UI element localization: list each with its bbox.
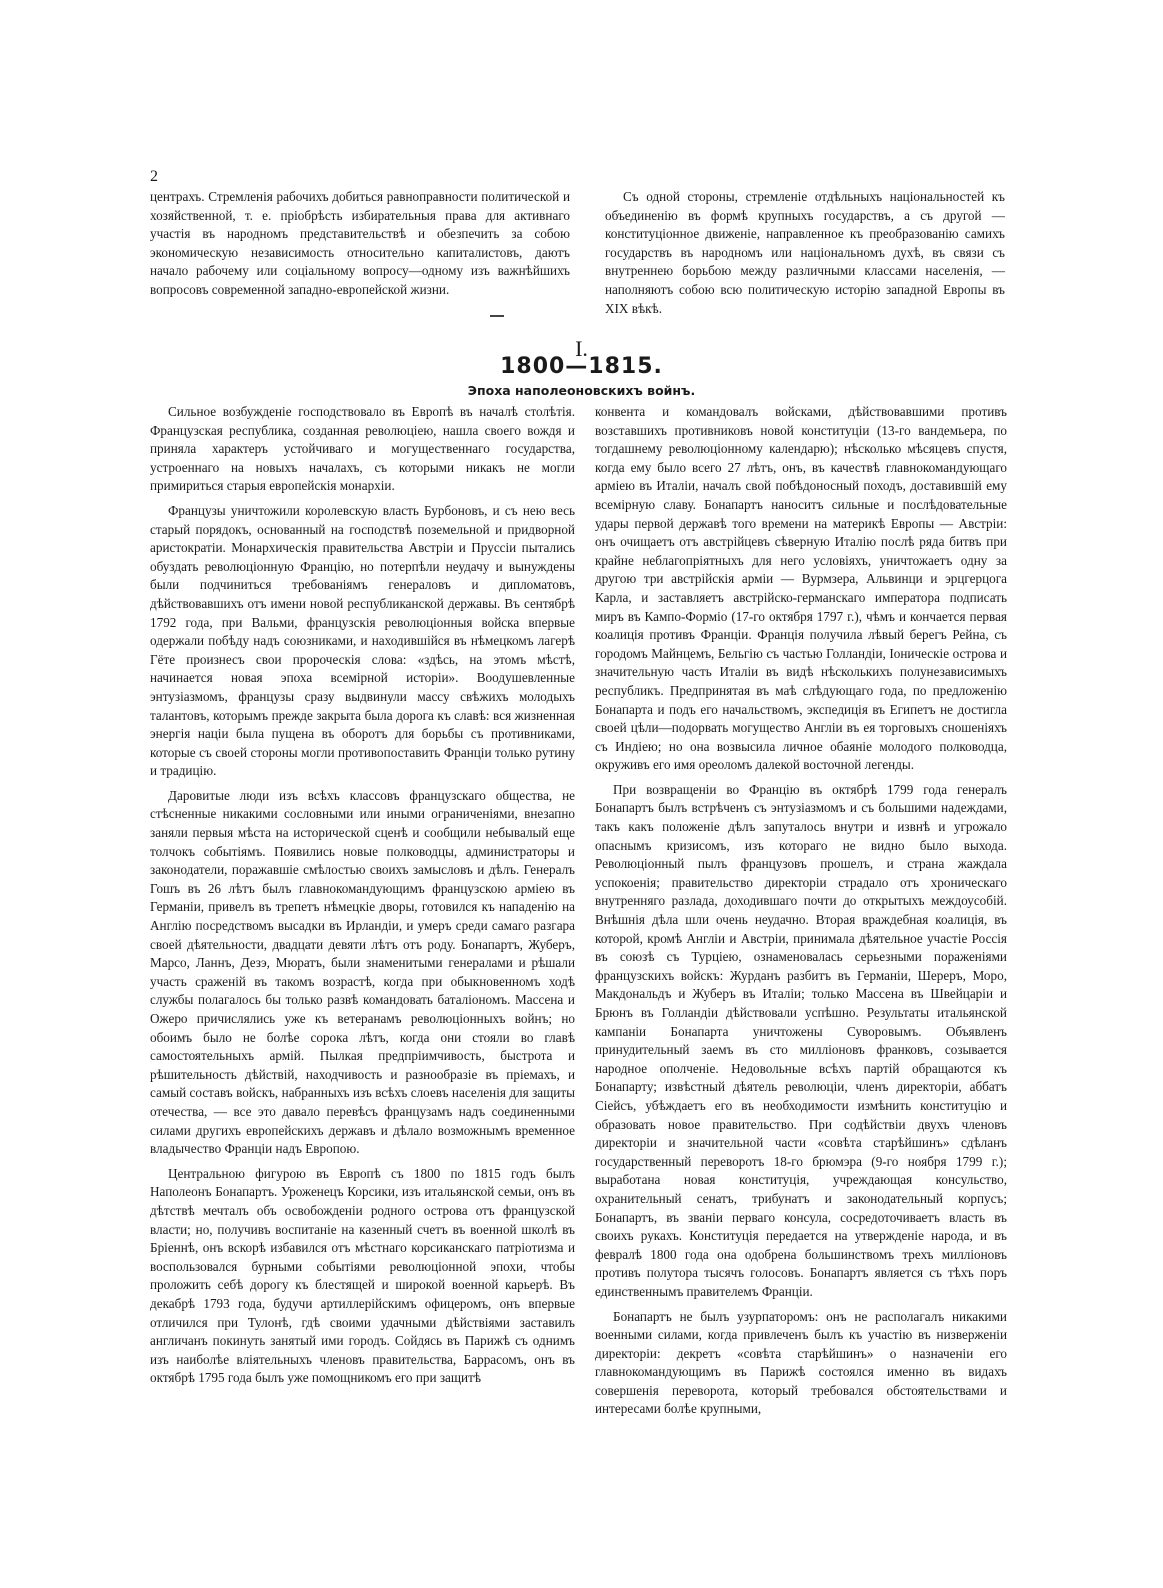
paragraph: Бонапартъ не былъ узурпаторомъ: онъ не располагалъ никакими военными силами, когда привлеченъ былъ къ участію въ низверженіи директоріи: декретъ «совѣта старѣйшинъ» о назначеніи его главнокомандующимъ въ Парижѣ состоялся именно въ видахъ совершенія переворота, который требовался обстоятельствами и интересами болѣе крупными, [595, 1308, 1007, 1417]
paragraph: При возвращеніи во Францію въ октябрѣ 1799 года генералъ Бонапартъ былъ встрѣченъ съ энтузіазмомъ и съ большими надеждами, такъ какъ положеніе дѣлъ запуталось внутри и извнѣ и угрожало опаснымъ кризисомъ, изъ котораго не видно было выхода. Революціонный пылъ французовъ прошелъ, и страна жаждала успокоенія; правительство директоріи страдало отъ хроническаго внутренняго разлада, доходившаго почти до открытыхъ междоусобій. Внѣшнія дѣла шли очень неудачно. Вторая враждебная коалиція, въ которой, кромѣ Англіи и Австріи, принимала дѣятельное участіе Россія въ союзѣ съ Турціею, ознаменовалась серьезными пораженіями французскихъ войскъ: Журданъ разбитъ въ Германіи, Шереръ, Моро, Макдональдъ и Жуберъ въ Италіи; только Массена въ Швейцаріи и Брюнъ въ Голландіи дѣйствовали успѣшно. Результаты итальянской кампаніи Бонапарта уничтожены Суворовымъ. Объявленъ принудительный заемъ въ сто милліоновъ франковъ, созывается народное ополченіе. Недовольные всѣхъ партій обращаются къ Бонапарту; извѣстный дѣятель революціи, членъ директоріи, аббатъ Сіейсъ, убѣждаетъ его въ необходимости измѣнить конституцію и образовать новое правительство. При содѣйствіи двухъ членовъ директоріи и значительной части «совѣта старѣйшинъ» сдѣланъ государственный переворотъ 18-го брюмэра (9-го ноября 1799 г.); выработана новая конституція, учреждающая консульство, охранительный сенатъ, трибунатъ и законодательный корпусъ; Бонапартъ, въ званіи перваго консула, сосредоточиваетъ власть въ своихъ рукахъ. Конституція передается на утвержденіе народа, и въ февралѣ 1800 года она одобрена большинствомъ трехъ милліоновъ противъ полутора тысячъ голосовъ. Бонапартъ является съ тѣхъ поръ единственнымъ правителемъ Франціи. [595, 781, 1007, 1299]
paragraph: Даровитые люди изъ всѣхъ классовъ французскаго общества, не стѣсненные никакими сословными или иными ограниченіями, внезапно заняли первыя мѣста на исторической сценѣ и сообщили небывалый еще толчокъ событіямъ. Появились новые полководцы, администраторы и законодатели, поражавшіе смѣлостью своихъ замысловъ и дѣлъ. Генералъ Гошъ въ 26 лѣтъ былъ главнокомандующимъ французскою арміею въ Германіи, привелъ въ трепетъ нѣмецкіе дворы, готовился къ нападенію на Англію посредствомъ высадки въ Ирландіи, и умеръ среди самаго разгара своей дѣятельности, двадцати девяти лѣтъ отъ роду. Бонапартъ, Жуберъ, Марсо, Ланнъ, Дезэ, Мюратъ, были знаменитыми генералами и рѣшали участь сраженій въ такомъ возрастѣ, когда при обыкновенномъ ходѣ службы полагалось бы только развѣ командовать баталіономъ. Массена и Ожеро причислялись уже къ ветеранамъ революціонныхъ войнъ; но обоимъ было не болѣе сорока лѣтъ, когда они стояли во главѣ самостоятельныхъ армій. Пылкая предпріимчивость, быстрота и рѣшительность дѣйствій, находчивость и разнообразіе въ пріемахъ, и самый составъ войскъ, набранныхъ изъ всѣхъ слоевъ населенія для защиты отечества, — все это давало перевѣсъ французамъ надъ соединенными силами другихъ европейскихъ державъ и дѣлало возможнымъ временное владычество Франціи надъ Европою. [150, 787, 575, 1157]
intro-right-column [605, 188, 1005, 324]
paragraph: Центральною фигурою въ Европѣ съ 1800 по 1815 годъ былъ Наполеонъ Бонапартъ. Уроженецъ Корсики, изъ итальянской семьи, онъ въ дѣтствѣ мечталъ объ освобожденіи родного острова отъ французской власти; но, получивъ воспитаніе на казенный счетъ въ военной школѣ въ Бріеннѣ, онъ вскорѣ избавился отъ мѣстнаго корсиканскаго патріотизма и воспользовался бурными событіями революціонной эпохи, чтобы проложить себѣ дорогу къ блестящей и широкой военной карьерѣ. Въ декабрѣ 1793 года, будучи артиллерійскимъ офицеромъ, онъ впервые отличился при Тулонѣ, гдѣ своими удачными дѣйствіями заставилъ англичанъ покинуть занятый ими городъ. Сойдясь въ Парижѣ съ однимъ изъ наиболѣе вліятельныхъ членовъ правительства, Баррасомъ, онъ въ октябрѣ 1795 года былъ уже помощникомъ его при защитѣ [150, 1165, 575, 1386]
paragraph: Съ одной стороны, стремленіе отдѣльныхъ національностей къ объединенію въ формѣ крупныхъ государствъ, а съ другой — конституціонное движеніе, направленное къ преобразованію самихъ государствъ въ народномъ или національномъ духѣ, въ связи съ внутреннею борьбою между различными классами населенія, — наполняютъ собою всю политическую исторію западной Европы въ XIX вѣкѣ. [605, 189, 1005, 316]
section-divider [490, 315, 504, 317]
right-text-column [595, 403, 1007, 1425]
page-number: 2 [150, 168, 158, 185]
paragraph: центрахъ. Стремленія рабочихъ добиться равноправности политической и хозяйственной, т. е. пріобрѣсть избирательныя права для активнаго участія въ народномъ представительствѣ и обезпечить за собою экономическую независимость относительно капиталистовъ, даютъ начало рабочему или соціальному вопросу—одному изъ важнѣйшихъ вопросовъ современной западно-европейской жизни. [150, 189, 570, 297]
left-text-column [150, 403, 575, 1394]
chapter-years: 1800—1815. [500, 354, 663, 379]
chapter-number: I. [575, 336, 588, 361]
paragraph: конвента и командовалъ войсками, дѣйствовавшими противъ возставшихъ противниковъ новой конституціи (13-го вандемьера, по тогдашнему революціонному календарю); нѣсколько мѣсяцевъ спустя, когда ему было всего 27 лѣтъ, онъ, въ качествѣ главнокомандующаго арміею въ Италіи, началъ свой побѣдоносный походъ, доставившій ему всемірную славу. Бонапартъ наноситъ сильные и послѣдовательные удары первой державѣ того времени на материкѣ Европы — Австріи: онъ очищаетъ отъ австрійцевъ сѣверную Италію послѣ ряда битвъ при крайне неблагопріятныхъ для него условіяхъ, уничтожаетъ одну за другою три австрійскія арміи — Вурмзера, Альвинци и эрцгерцога Карла, и заставляетъ австрійско-германскаго императора подписать миръ въ Кампо-Форміо (17-го октября 1797 г.), чѣмъ и кончается первая коалиція противъ Франціи. Франція получила лѣвый берегъ Рейна, съ городомъ Майнцемъ, Бельгію съ частью Голландіи, Іоническіе острова и значительную часть Италіи въ видѣ нѣсколькихъ полунезависимыхъ республикъ. Предпринятая въ маѣ слѣдующаго года, по предложенію Бонапарта и подъ его начальствомъ, экспедиція въ Египетъ не достигла своей цѣли—подорвать могущество Англіи въ ея торговыхъ сношеніяхъ съ Индіею; но она возвысила личное обаяніе молодого полководца, окруживъ его имя ореоломъ далекой восточной легенды. [595, 404, 1007, 773]
intro-left-column [150, 188, 570, 306]
chapter-subtitle: Эпоха наполеоновскихъ войнъ. [467, 383, 696, 398]
paragraph: Французы уничтожили королевскую власть Бурбоновъ, и съ нею весь старый порядокъ, основанный на господствѣ поземельной и придворной аристократіи. Монархическія правительства Австріи и Пруссіи пытались обуздать революціонную Францію, но потерпѣли неудачу и вынуждены были подчиниться требованіямъ генераловъ и дипломатовъ, дѣйствовавшихъ отъ имени новой республиканской державы. Въ сентябрѣ 1792 года, при Вальми, французскія революціонныя войска впервые одержали побѣду надъ союзниками, и находившійся въ нѣмецкомъ лагерѣ Гёте произнесъ свои пророческія слова: «здѣсь, на этомъ мѣстѣ, начинается новая эпоха всемірной исторіи». Воодушевленные энтузіазмомъ, французы сразу выдвинули массу свѣжихъ молодыхъ талантовъ, которымъ прежде закрыта была дорога къ славѣ: вся жизненная энергія націи была пущена въ оборотъ для борьбы съ противниками, которые съ своей стороны могли противопоставить Франціи только рутину и традицію. [150, 502, 575, 779]
paragraph: Сильное возбужденіе господствовало въ Европѣ въ началѣ столѣтія. Французская республика, созданная революціею, нашла своего вождя и приняла характеръ устойчиваго и могущественнаго государства, устроеннаго на новыхъ началахъ, съ которыми никакъ не могли примириться старыя европейскія монархіи. [150, 404, 575, 494]
